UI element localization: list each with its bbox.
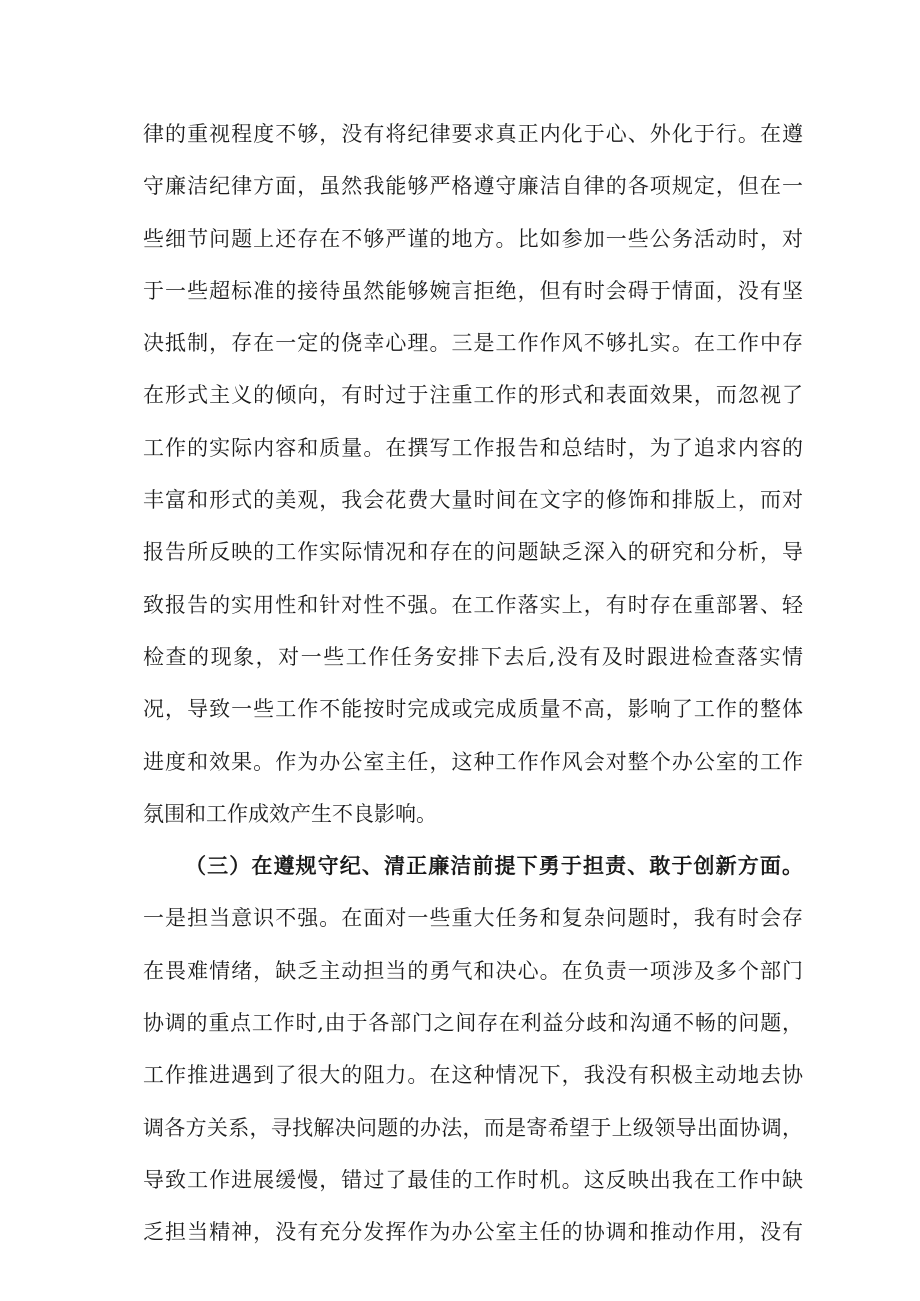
text-line: 进度和效果。作为办公室主任，这种工作作风会对整个办公室的工作 [143,749,803,774]
text-line: 氛围和工作成效产生不良影响。 [143,801,437,826]
text-line: 协调的重点工作时,由于各部门之间存在利益分歧和沟通不畅的问题， [143,1011,803,1036]
text-line: 检查的现象，对一些工作任务安排下去后,没有及时跟进检查落实情 [143,644,803,669]
text-line: 守廉洁纪律方面，虽然我能够严格遵守廉洁自律的各项规定，但在一 [143,174,803,199]
text-line: 在畏难情绪，缺乏主动担当的勇气和决心。在负责一项涉及多个部门 [143,958,803,983]
text-line: 一是担当意识不强。在面对一些重大任务和复杂问题时，我有时会存 [143,906,803,931]
text-line: 于一些超标准的接待虽然能够婉言拒绝，但有时会碍于情面，没有坚 [143,278,803,303]
text-line: 乏担当精神，没有充分发挥作为办公室主任的协调和推动作用，没有 [143,1220,803,1245]
text-line: 丰富和形式的美观，我会花费大量时间在文字的修饰和排版上，而对 [143,488,803,513]
text-line: 致报告的实用性和针对性不强。在工作落实上，有时存在重部署、轻 [143,592,803,617]
text-line: 决抵制，存在一定的侥幸心理。三是工作作风不够扎实。在工作中存 [143,331,803,356]
text-line: 调各方关系，寻找解决问题的办法，而是寄希望于上级领导出面协调， [143,1115,803,1140]
text-line: 些细节问题上还存在不够严谨的地方。比如参加一些公务活动时，对 [143,226,803,251]
body-text [143,108,803,1259]
text-line: 工作推进遇到了很大的阻力。在这种情况下，我没有积极主动地去协 [143,1063,803,1088]
text-line: 律的重视程度不够，没有将纪律要求真正内化于心、外化于行。在遵 [143,122,803,146]
section-heading: （三）在遵规守纪、清正廉洁前提下勇于担责、敢于创新方面。 [185,853,803,879]
text-line: 工作的实际内容和质量。在撰写工作报告和总结时，为了追求内容的 [143,435,803,460]
text-line: 在形式主义的倾向，有时过于注重工作的形式和表面效果，而忽视了 [143,383,803,408]
text-line: 导致工作进展缓慢，错过了最佳的工作时机。这反映出我在工作中缺 [143,1167,803,1192]
text-line: 报告所反映的工作实际情况和存在的问题缺乏深入的研究和分析，导 [143,540,803,565]
text-line: 况，导致一些工作不能按时完成或完成质量不高，影响了工作的整体 [143,697,803,722]
